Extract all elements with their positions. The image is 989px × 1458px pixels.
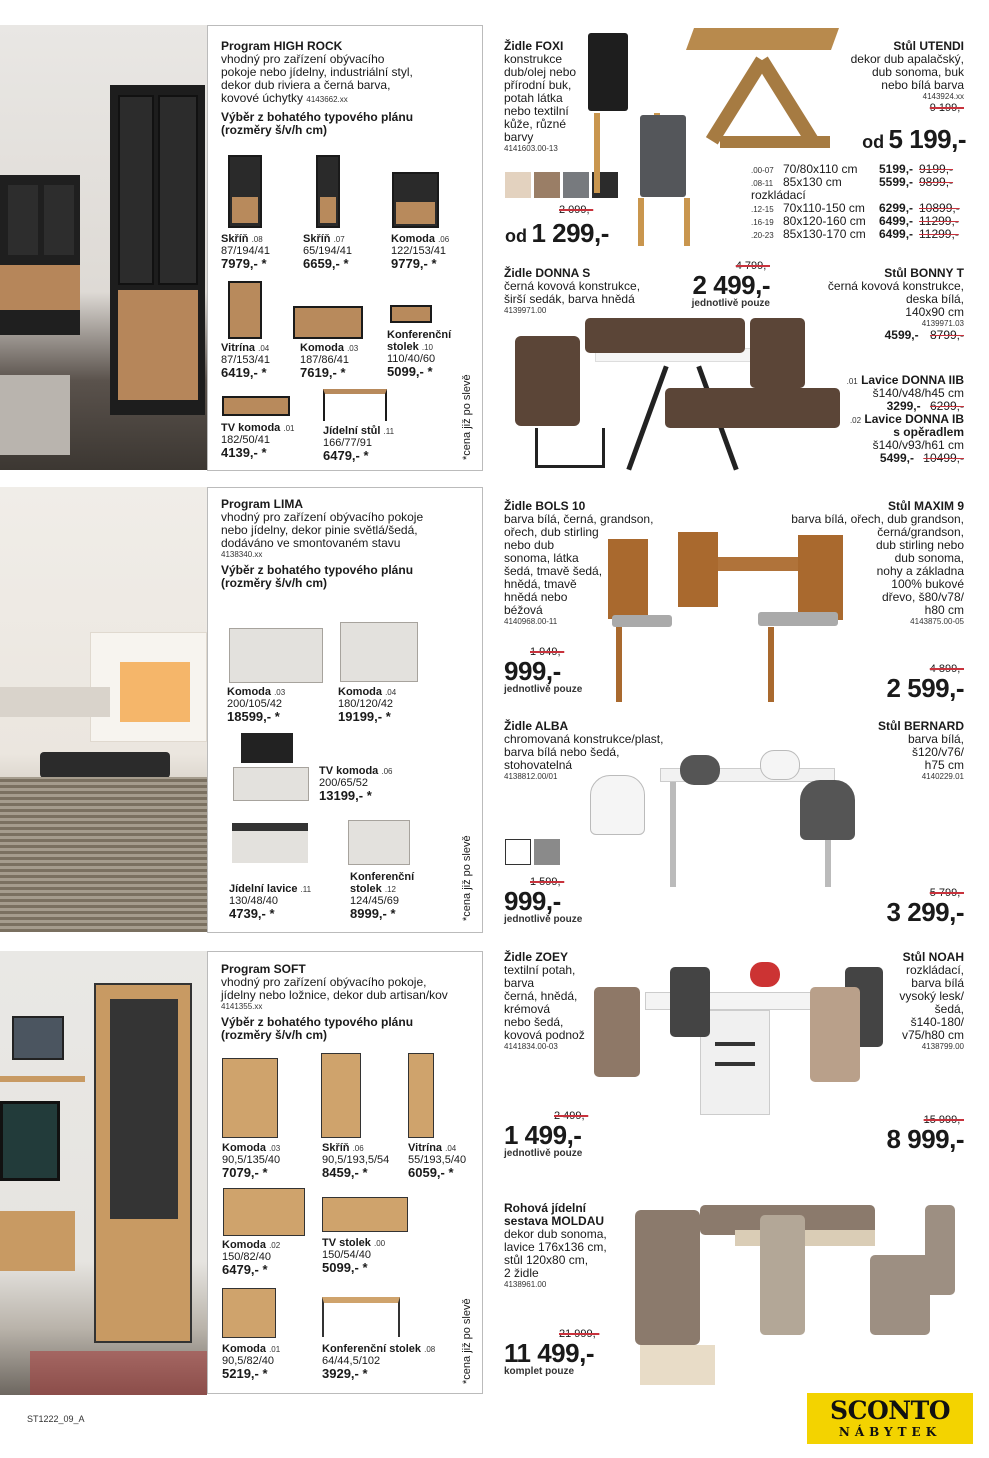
bols-desc-7: béžová — [504, 603, 543, 617]
zoey-prices — [504, 1110, 588, 1159]
foxi-price — [505, 218, 609, 249]
bols-sub: jednotlivě pouze — [504, 684, 583, 695]
hirock-code: 4143662.xx — [306, 95, 348, 104]
utendi-desc-1: dub sonoma, buk — [871, 65, 964, 79]
foxi-price-value: 1 299,- — [531, 218, 609, 248]
zoey-desc-3: krémová — [504, 1002, 551, 1016]
hirock-item-1: Skříň .07 65/194/41 6659,- * — [303, 233, 352, 271]
moldau-desc-1: lavice 176x136 cm, — [504, 1240, 607, 1254]
soft-thumb-komoda02 — [223, 1188, 305, 1236]
logo-brand: SCONTO — [830, 1396, 950, 1425]
donna-title: Židle DONNA S — [504, 266, 591, 280]
lima-item-4: Konferenční stolek .12 124/45/69 8999,- * — [350, 871, 415, 921]
hirock-title: Program HIGH ROCK — [221, 39, 343, 53]
lima-note: *cena již po slevě — [461, 835, 473, 921]
utendi-variant-2: rozkládací — [751, 188, 806, 202]
lavice1-title: Lavice DONNA IIB — [861, 373, 964, 387]
maxim-desc-0: barva bílá, ořech, dub grandson, — [791, 512, 964, 526]
noah-desc-1: barva bílá — [911, 976, 964, 990]
foxi-swatch-1 — [534, 172, 560, 198]
soft-thumb-tvstolek00 — [322, 1197, 408, 1232]
alba-code: 4138812.00/01 — [504, 772, 558, 781]
lavice1-dims: š140/v48/h45 cm — [872, 386, 964, 400]
lima-title: Program LIMA — [221, 497, 304, 511]
noah-prices — [840, 1114, 964, 1152]
foxi-title: Židle FOXI — [504, 39, 564, 53]
hirock-plan-0: Výběr z bohatého typového plánu — [221, 110, 414, 124]
utendi-variant-1: .08-11 85x130 cm 5599,- 9899,- — [751, 175, 954, 189]
hirock-thumb-komoda06 — [392, 172, 439, 228]
moldau-old-price: 21 999,- — [559, 1328, 600, 1340]
bols-desc-4: šedá, tmavě šedá, — [504, 564, 603, 578]
maxim-price: 2 599,- — [886, 673, 964, 703]
bernard-desc-2: h75 cm — [924, 758, 964, 772]
soft-desc-1: jídelny nebo ložnice, dekor dub artisan/kov — [221, 988, 448, 1002]
bols-price: 999,- — [504, 656, 561, 686]
lima-text — [221, 498, 476, 590]
donna-prices — [678, 260, 770, 309]
maxim-text — [760, 500, 964, 627]
utendi-variants — [751, 163, 966, 241]
bonny-desc-1: deska bílá, — [905, 292, 964, 306]
hirock-thumb-skrin07 — [316, 155, 340, 228]
noah-code: 4138799.00 — [921, 1042, 964, 1051]
utendi-variant-5: .20-23 85x130-170 cm 6499,- 11299,- — [751, 227, 959, 241]
utendi-code: 4143924.xx — [922, 92, 964, 101]
maxim-desc-3: dub sonoma, — [894, 551, 964, 565]
donna-sub: jednotlivě pouze — [691, 298, 770, 309]
moldau-desc-0: dekor dub sonoma, — [504, 1227, 607, 1241]
maxim-prices — [840, 663, 964, 701]
hirock-item-0: Skříň .08 87/194/41 7979,- * — [221, 233, 270, 271]
utendi-desc-2: nebo bílá barva — [881, 78, 964, 92]
foxi-swatch-0 — [505, 172, 531, 198]
lima-plan-0: Výběr z bohatého typového plánu — [221, 563, 414, 577]
alba-old-price: 1 599,- — [530, 876, 565, 888]
bonny-title: Stůl BONNY T — [884, 266, 964, 280]
noah-desc-4: š140-180/ — [910, 1015, 964, 1029]
lavice1-code: .01 — [846, 377, 858, 386]
zoey-desc-1: barva — [504, 976, 535, 990]
lima-item-0: Komoda .03 200/105/42 18599,- * — [227, 686, 286, 724]
alba-desc-1: barva bílá nebo šedá, — [504, 745, 620, 759]
lima-plan-1: (rozměry š/v/h cm) — [221, 576, 328, 590]
zoey-code: 4141834.00-03 — [504, 1042, 558, 1051]
soft-room-photo — [0, 951, 207, 1395]
lima-item-2: TV komoda .06 200/65/52 13199,- * — [319, 765, 393, 803]
bernard-desc-0: barva bílá, — [907, 732, 964, 746]
alba-swatches — [505, 839, 563, 870]
hirock-thumb-tv01 — [222, 396, 290, 416]
soft-desc-0: vhodný pro zařízení obývacího pokoje, — [221, 975, 427, 989]
foxi-desc-2: přírodní buk, — [504, 78, 572, 92]
foxi-code: 4141603.00-13 — [504, 144, 558, 153]
maxim-old-price: 4 899,- — [929, 663, 964, 675]
soft-code: 4141355.xx — [221, 1002, 263, 1011]
hirock-thumb-vitrina04 — [228, 281, 262, 339]
bols-desc-1: ořech, dub stirling — [504, 525, 599, 539]
bols-prices — [504, 646, 582, 695]
lima-item-3: Jídelní lavice .11 130/48/40 4739,- * — [229, 883, 312, 921]
utendi-variant-0: .00-07 70/80x110 cm 5199,- 9199,- — [751, 162, 954, 176]
bernard-old-price: 5 799,- — [929, 887, 964, 899]
noah-title: Stůl NOAH — [902, 950, 964, 964]
alba-desc-2: stohovatelná — [504, 758, 573, 772]
lavice2-title: Lavice DONNA IB — [864, 412, 964, 426]
utendi-price — [800, 124, 966, 155]
donna-old-price: 4 799,- — [735, 260, 770, 272]
bols-code: 4140968.00-11 — [504, 617, 558, 626]
hirock-thumb-skrin08 — [228, 155, 262, 228]
donna-text — [504, 267, 684, 316]
soft-thumb-komoda03 — [222, 1058, 278, 1138]
lima-thumb-komoda04 — [340, 622, 418, 682]
noah-desc-3: šedá, — [934, 1002, 964, 1016]
utendi-variant-4: .16-19 80x120-160 cm 6499,- 11299,- — [751, 214, 959, 228]
utendi-desc-0: dekor dub apalačský, — [850, 52, 964, 66]
soft-item-1: Skříň .06 90,5/193,5/54 8459,- * — [322, 1142, 390, 1180]
lima-desc-0: vhodný pro zařízení obývacího pokoje — [221, 510, 424, 524]
bernard-title: Stůl BERNARD — [878, 719, 964, 733]
lavice2-dims: š140/v93/h61 cm — [872, 438, 964, 452]
moldau-code: 4138961.00 — [504, 1280, 547, 1289]
lima-thumb-lavice11 — [232, 823, 308, 863]
lima-item-1: Komoda .04 180/120/42 19199,- * — [338, 686, 397, 724]
lima-desc-2: dodáváno ve smontovaném stavu — [221, 536, 401, 550]
moldau-set-image — [625, 1200, 965, 1390]
hirock-item-7: Jídelní stůl .11 166/77/91 6479,- * — [323, 425, 395, 463]
bernard-code: 4140229.01 — [921, 772, 964, 781]
soft-item-5: Komoda .01 90,5/82/40 5219,- * — [222, 1343, 281, 1381]
soft-item-3: Komoda .02 150/82/40 6479,- * — [222, 1239, 281, 1277]
bernard-text — [840, 720, 964, 782]
foxi-desc-5: kůže, různé — [504, 117, 567, 131]
lavice-donna-iib — [790, 374, 964, 465]
moldau-desc-2: stůl 120x80 cm, — [504, 1253, 589, 1267]
foxi-desc-6: barvy — [504, 130, 534, 144]
foxi-desc-0: konstrukce — [504, 52, 563, 66]
utendi-variant-3: .12-15 70x110-150 cm 6299,- 10899,- — [751, 201, 960, 215]
sconto-logo[interactable] — [807, 1393, 973, 1444]
zoey-desc-5: kovová podnož — [504, 1028, 585, 1042]
lavice2-price: 5499,- — [879, 451, 914, 465]
foxi-desc-4: nebo textilní — [504, 104, 569, 118]
hirock-item-3: Vitrína .04 87/153/41 6419,- * — [221, 342, 270, 380]
soft-note: *cena již po slevě — [461, 1298, 473, 1384]
lima-desc-1: nebo jídelny, dekor pinie světlá/šedá, — [221, 523, 418, 537]
lavice1-old: 6299,- — [929, 399, 964, 413]
foxi-old-price: 2 099,- — [559, 204, 594, 216]
zoey-sub: jednotlivě pouze — [504, 1148, 583, 1159]
donna-desc-0: černá kovová konstrukce, — [504, 279, 641, 293]
utendi-old-price: 9 199,- — [929, 102, 964, 114]
hirock-item-2: Komoda .06 122/153/41 9779,- * — [391, 233, 450, 271]
foxi-desc-1: dub/olej nebo — [504, 65, 577, 79]
soft-item-2: Vitrína .04 55/193,5/40 6059,- * — [408, 1142, 467, 1180]
bonny-old-price: 8799,- — [929, 328, 964, 342]
hirock-note: *cena již po slevě — [461, 374, 473, 460]
hirock-item-6: TV komoda .01 182/50/41 4139,- * — [221, 422, 295, 460]
utendi-price-prefix: od — [862, 132, 885, 152]
foxi-desc-3: potah látka — [504, 91, 563, 105]
lavice2-title2: s opěradlem — [893, 425, 964, 439]
soft-title: Program SOFT — [221, 962, 306, 976]
alba-prices — [504, 876, 582, 925]
bonny-price: 4599,- — [884, 328, 919, 342]
lima-code: 4138340.xx — [221, 550, 263, 559]
utendi-desc — [770, 53, 964, 114]
noah-desc-0: rozkládací, — [905, 963, 964, 977]
bols-desc-6: hnědá nebo — [504, 590, 568, 604]
donna-desc-1: širší sedák, barva hnědá — [504, 292, 635, 306]
hirock-thumb-komoda03 — [293, 306, 363, 339]
hirock-thumb-stolek10 — [390, 305, 432, 323]
moldau-price: 11 499,- — [504, 1338, 594, 1368]
noah-desc-2: vysoký lesk/ — [899, 989, 964, 1003]
hirock-room-photo — [0, 25, 207, 470]
soft-thumb-vitrina04 — [408, 1053, 434, 1138]
soft-thumb-skrin06 — [321, 1053, 361, 1138]
hirock-desc-0: vhodný pro zařízení obývacího — [221, 52, 385, 66]
soft-thumb-stolek08 — [322, 1297, 400, 1337]
maxim-desc-7: h80 cm — [924, 603, 964, 617]
maxim-title: Stůl MAXIM 9 — [887, 499, 964, 513]
bonny-desc-2: 140x90 cm — [905, 305, 964, 319]
foxi-price-prefix: od — [505, 226, 527, 246]
lavice1-price: 3299,- — [886, 399, 921, 413]
bonny-code: 4139971.03 — [921, 319, 964, 328]
hirock-item-5: Konferenční stolek .10 110/40/60 5099,- * — [387, 329, 452, 379]
noah-price: 8 999,- — [886, 1124, 964, 1154]
alba-title: Židle ALBA — [504, 719, 569, 733]
maxim-code: 4143875.00-05 — [910, 617, 964, 626]
soft-plan-1: (rozměry š/v/h cm) — [221, 1028, 328, 1042]
footer-code: ST1222_09_A — [27, 1414, 85, 1424]
lima-thumb-stolek12 — [348, 820, 410, 865]
moldau-text — [504, 1202, 634, 1290]
bonny-text — [790, 267, 964, 342]
bernard-prices — [840, 887, 964, 925]
bols-desc-2: nebo dub — [504, 538, 555, 552]
soft-plan-0: Výběr z bohatého typového plánu — [221, 1015, 414, 1029]
bernard-price: 3 299,- — [886, 897, 964, 927]
utendi-price-value: 5 199,- — [888, 124, 966, 154]
maxim-desc-5: 100% bukové — [891, 577, 964, 591]
bols-desc-5: hnědá, tmavě — [504, 577, 577, 591]
lavice2-code: .02 — [849, 416, 862, 425]
bernard-desc-1: š120/v76/ — [911, 745, 964, 759]
noah-old-price: 15 999,- — [923, 1114, 964, 1126]
moldau-sub: komplet pouze — [504, 1366, 575, 1377]
soft-thumb-komoda01 — [222, 1288, 276, 1338]
hirock-text — [221, 40, 476, 137]
alba-swatch-1 — [534, 839, 560, 865]
alba-sub: jednotlivě pouze — [504, 914, 583, 925]
soft-item-4: TV stolek .00 150/54/40 5099,- * — [322, 1237, 386, 1275]
noah-desc-5: v75/h80 cm — [901, 1028, 964, 1042]
moldau-desc-3: 2 židle — [504, 1266, 539, 1280]
zoey-title: Židle ZOEY — [504, 950, 569, 964]
lima-room-photo — [0, 487, 207, 932]
moldau-title: Rohová jídelní — [504, 1201, 587, 1215]
zoey-desc-4: nebo šedá, — [504, 1015, 564, 1029]
hirock-item-4: Komoda .03 187/86/41 7619,- * — [300, 342, 359, 380]
maxim-desc-1: černá/grandson, — [877, 525, 964, 539]
logo-sub: NÁBYTEK — [838, 1425, 942, 1439]
bonny-desc-0: černá kovová konstrukce, — [827, 279, 964, 293]
hirock-thumb-stul11 — [323, 389, 387, 421]
moldau-title2: sestava MOLDAU — [504, 1214, 605, 1228]
zoey-desc-2: černá, hnědá, — [504, 989, 578, 1003]
noah-text — [840, 951, 964, 1052]
utendi-title: Stůl UTENDI — [893, 39, 964, 53]
donna-code: 4139971.00 — [504, 306, 547, 315]
bols-desc-0: barva bílá, černá, grandson, — [504, 512, 654, 526]
hirock-plan-1: (rozměry š/v/h cm) — [221, 123, 328, 137]
hirock-desc-1: pokoje nebo jídelny, industriální styl, — [221, 65, 413, 79]
zoey-text — [504, 951, 604, 1052]
zoey-old-price: 2 499,- — [554, 1110, 589, 1122]
alba-price: 999,- — [504, 886, 561, 916]
lima-thumb-komoda03 — [229, 628, 323, 683]
donna-price: 2 499,- — [692, 270, 770, 300]
bols-title: Židle BOLS 10 — [504, 499, 586, 513]
lavice2-old: 10499,- — [923, 451, 964, 465]
hirock-desc-2: dekor dub riviera a černá barva, — [221, 78, 391, 92]
moldau-prices — [504, 1328, 599, 1377]
lima-thumb-tv06 — [233, 733, 309, 801]
maxim-desc-6: dřevo, š80/v78/ — [881, 590, 964, 604]
hirock-desc-3: kovové úchytky — [221, 91, 304, 105]
alba-desc-0: chromovaná konstrukce/plast, — [504, 732, 664, 746]
maxim-desc-2: dub stirling nebo — [875, 538, 964, 552]
zoey-price: 1 499,- — [504, 1120, 582, 1150]
alba-swatch-0 — [505, 839, 531, 865]
soft-item-0: Komoda .03 90,5/135/40 7079,- * — [222, 1142, 281, 1180]
maxim-desc-4: nohy a základna — [876, 564, 964, 578]
soft-item-6: Konferenční stolek .08 64/44,5/102 3929,- * — [322, 1343, 436, 1381]
zoey-desc-0: textilní potah, — [504, 963, 576, 977]
soft-text — [221, 963, 481, 1042]
bols-old-price: 1 949,- — [530, 646, 565, 658]
bols-desc-3: sonoma, látka — [504, 551, 579, 565]
